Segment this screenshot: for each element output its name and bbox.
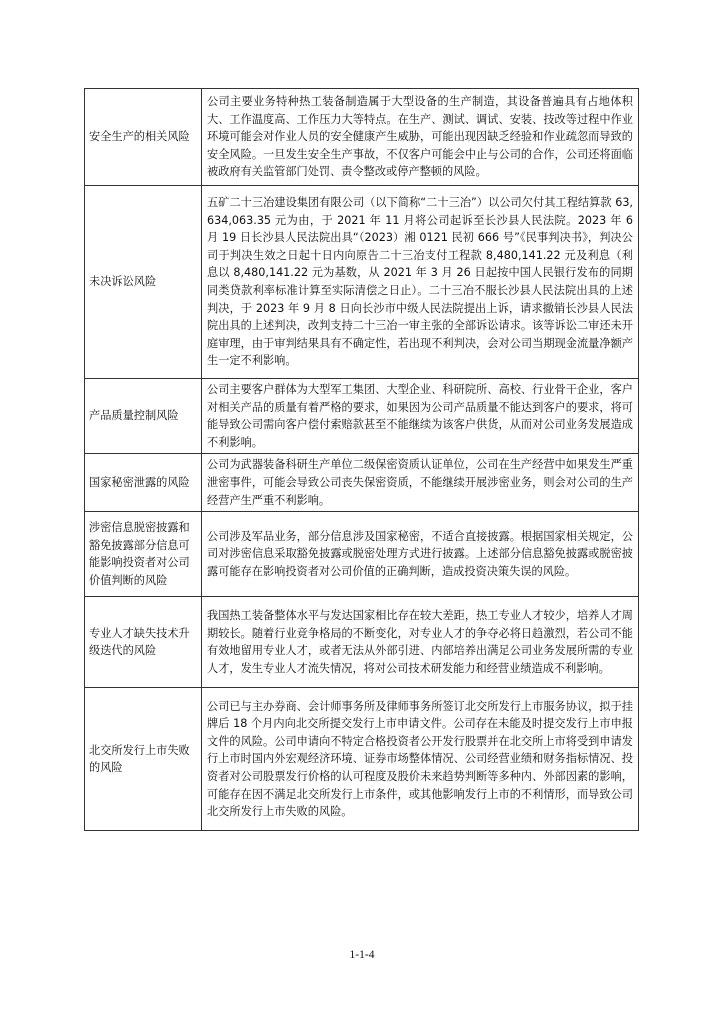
risk-description-cell: 公司已与主办券商、会计师事务所及律师事务所签订北交所发行上市服务协议，拟于挂牌后 18 个月内向北交所提交发行上市申请文件。公司存在未能及时提交发行上市申报文件的风险。公司申请向不特定合格投资者公开发行股票并在北交所上市将受到申请发行上市时国内外宏观经济环境、证券市场整体情况、公司经营业绩和财务指标情况、投资者对公司股票发行价格的认可程度及股价未来趋势判断等多种内、外部因素的影响，可能存在因不满足北交所发行上市条件，或其他影响发行上市的不利情形，而导致公司北交所发行上市失败的风险。 [202,688,639,831]
risk-name-cell: 涉密信息脱密披露和豁免披露部分信息可能影响投资者对公司价值判断的风险 [85,512,202,597]
risk-table [84,88,639,831]
risk-description-cell: 公司主要客户群体为大型军工集团、大型企业、科研院所、高校、行业骨干企业，客户对相关产品的质量有着严格的要求，如果因为公司产品质量不能达到客户的要求，将可能导致公司需向客户偿付索赔款甚至不能继续为该客户供货，从而对公司业务发展造成不利影响。 [202,379,639,454]
risk-description-cell: 公司涉及军品业务，部分信息涉及国家秘密，不适合直接披露。根据国家相关规定，公司对涉密信息采取豁免披露或脱密处理方式进行披露。上述部分信息豁免披露或脱密披露可能存在影响投资者对公司价值的正确判断，造成投资决策失误的风险。 [202,512,639,597]
table-row [85,512,639,597]
risk-name-cell: 国家秘密泄露的风险 [85,454,202,512]
table-row [85,688,639,831]
table-row [85,379,639,454]
risk-description-cell: 公司为武器装备科研生产单位二级保密资质认证单位，公司在生产经营中如果发生严重泄密事件，可能会导致公司丧失保密资质，不能继续开展涉密业务，则会对公司的生产经营产生严重不利影响。 [202,454,639,512]
table-row [85,89,639,186]
risk-description-cell: 我国热工装备整体水平与发达国家相比存在较大差距，热工专业人才较少，培养人才周期较长。随着行业竞争格局的不断变化，对专业人才的争夺必将日趋激烈，若公司不能有效地留用专业人才，或者无法从外部引进、内部培养出满足公司业务发展所需的专业人才，发生专业人才流失情况，将对公司技术研发能力和经营业绩造成不利影响。 [202,597,639,688]
risk-description-cell: 五矿二十三冶建设集团有限公司（以下简称“二十三冶”）以公司欠付其工程结算款 63,634,063.35 元为由，于 2021 年 11 月将公司起诉至长沙县人民法院。2023 年 6 月 19 日长沙县人民法院出具“（2023）湘 0121 民初 666 号”《民事判决书》，判决公司于判决生效之日起十日内向原告二十三冶支付工程款 8,480,141.22 元及利息（利息以 8,480,141.22 元为基数，从 2021 年 3 月 26 日起按中国人民银行发布的同期同类贷款利率标准计算至实际清偿之日止）。二十三冶不服长沙县人民法院出具的上述判决，于 2023 年 9 月 8 日向长沙市中级人民法院提出上诉，请求撤销长沙县人民法院出具的上述判决，改判支持二十三冶一审主张的全部诉讼请求。该等诉讼二审还未开庭审理，由于审判结果具有不确定性，若出现不利判决，会对公司当期现金流量净额产生一定不利影响。 [202,186,639,379]
table-row [85,454,639,512]
risk-name-cell: 专业人才缺失技术升级迭代的风险 [85,597,202,688]
risk-name-cell: 产品质量控制风险 [85,379,202,454]
table-row [85,597,639,688]
risk-name-cell: 北交所发行上市失败的风险 [85,688,202,831]
page-number: 1-1-4 [349,949,375,961]
table-row [85,186,639,379]
risk-description-cell: 公司主要业务特种热工装备制造属于大型设备的生产制造，其设备普遍具有占地体积大、工作温度高、工作压力大等特点。在生产、测试、调试、安装、技改等过程中作业环境可能会对作业人员的安全健康产生威胁，可能出现因缺乏经验和作业疏忽而导致的安全风险。一旦发生安全生产事故，不仅客户可能会中止与公司的合作，公司还将面临被政府有关监管部门处罚、责令整改或停产整顿的风险。 [202,89,639,186]
risk-name-cell: 安全生产的相关风险 [85,89,202,186]
risk-name-cell: 未决诉讼风险 [85,186,202,379]
